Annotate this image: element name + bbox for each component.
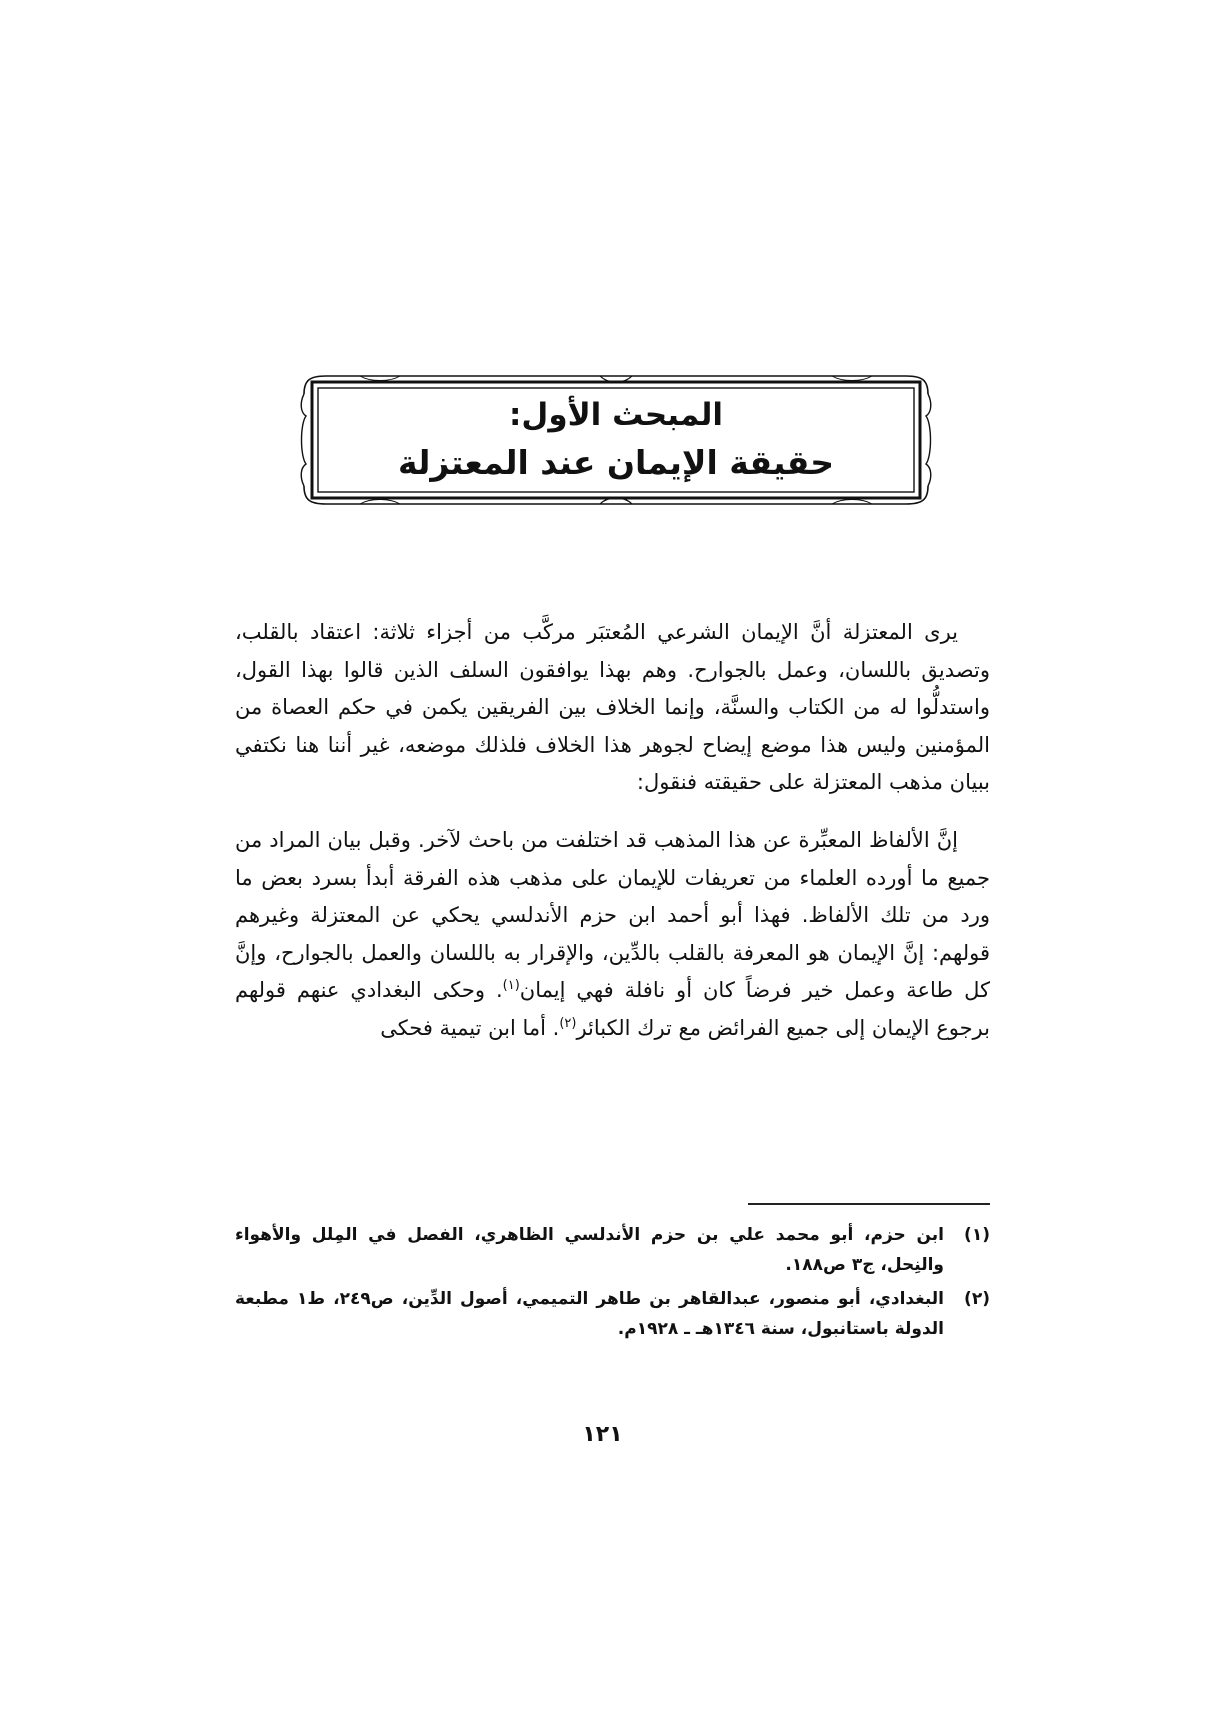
footnotes (235, 1220, 990, 1348)
chapter-title (300, 372, 932, 508)
footnote (235, 1284, 990, 1344)
paragraph (235, 822, 990, 1048)
chapter-title-frame (300, 372, 932, 508)
page-number: ١٢١ (582, 1422, 623, 1447)
footnote-number: (١) (964, 1225, 990, 1245)
footnote-ref[interactable]: (١) (502, 978, 520, 994)
footnote-text: البغدادي، أبو منصور، عبدالقاهر بن طاهر التميمي، أصول الدِّين، ص٢٤٩، ط١ مطبعة الدولة باستانبول، سنة ١٣٤٦هـ ـ ١٩٢٨م. (235, 1289, 944, 1339)
footnote-text: ابن حزم، أبو محمد علي بن حزم الأندلسي الظاهري، الفصل في المِلل والأهواء والنِحل، ج٣ ص١٨٨. (235, 1225, 944, 1275)
chapter-heading: المبحث الأول: (509, 397, 723, 433)
footnote-divider (748, 1203, 990, 1205)
footnote-number: (٢) (964, 1289, 990, 1309)
paragraph-text: . أما ابن تيمية فحكى (380, 1015, 560, 1040)
chapter-subheading: حقيقة الإيمان عند المعتزلة (397, 443, 835, 482)
paragraph-text: . وحكى البغدادي عنهم قولهم برجوع الإيمان إلى جميع الفرائض مع ترك الكبائر (235, 978, 990, 1040)
footnote-ref[interactable]: (٢) (559, 1015, 577, 1031)
body-text (235, 614, 990, 1048)
paragraph: يرى المعتزلة أنَّ الإيمان الشرعي المُعتبَر مركَّب من أجزاء ثلاثة: اعتقاد بالقلب، وتصديق باللسان، وعمل بالجوارح. وهم بهذا يوافقون السلف الذين قالوا بهذا القول، واستدلُّوا له من الكتاب والسنَّة، وإنما الخلاف بين الفريقين يكمن في حكم العصاة من المؤمنين وليس هذا موضع إيضاح لجوهر هذا الخلاف فلذلك موضعه، غير أننا هنا نكتفي ببيان مذهب المعتزلة على حقيقته فنقول: (235, 620, 990, 795)
footnote (235, 1220, 990, 1280)
paragraph-text: إنَّ الألفاظ المعبِّرة عن هذا المذهب قد اختلفت من باحث لآخر. وقبل بيان المراد من جميع ما أورده العلماء من تعريفات للإيمان على مذهب هذه الفرقة أبدأ بسرد بعض ما ورد من تلك الألفاظ. فهذا أبو أحمد ابن حزم الأندلسي يحكي عن المعتزلة وغيرهم قولهم: إنَّ الإيمان هو المعرفة بالقلب بالدِّين، والإقرار به باللسان والعمل بالجوارح، وإنَّ كل طاعة وعمل خير فرضاً كان أو نافلة فهي إيمان (235, 827, 990, 1003)
